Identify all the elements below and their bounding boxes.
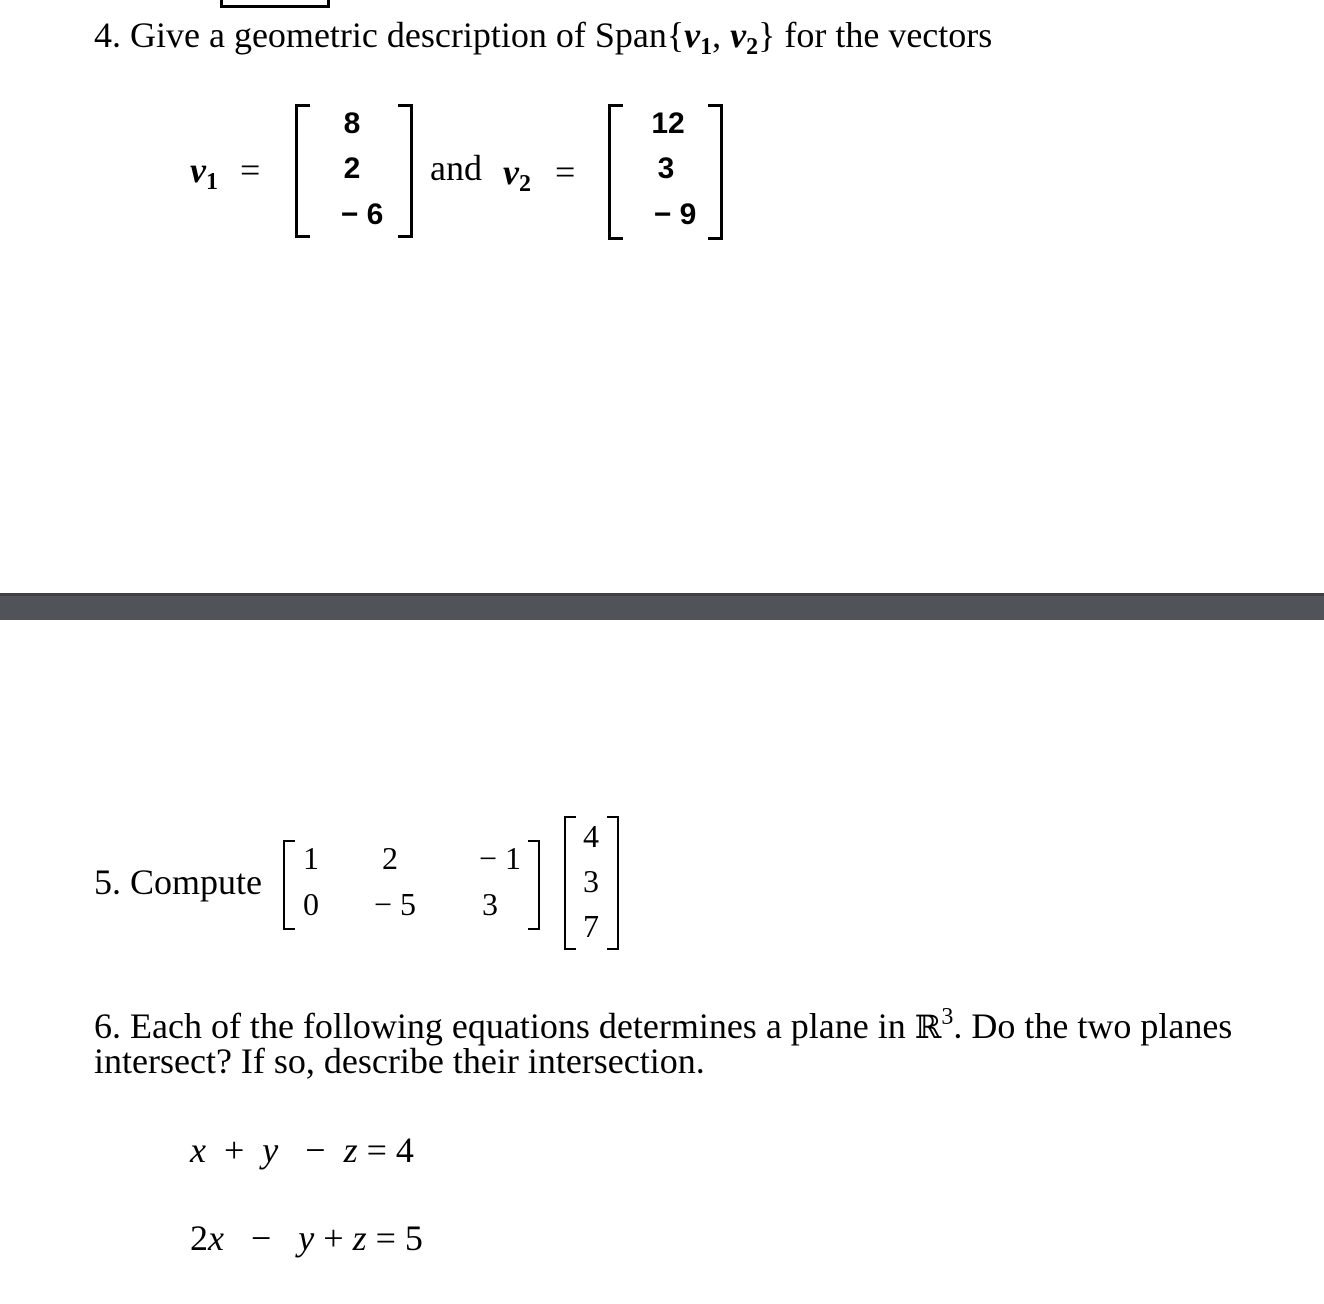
v1-label: $v_1$ <box>190 150 218 195</box>
matrix-cell-r1c2: 2 <box>382 840 398 876</box>
v1-left-bracket <box>295 104 310 238</box>
equation-2: 2x − y + z = 5 <box>190 1218 423 1258</box>
v1-equals: = <box>240 150 261 190</box>
v2-equals: = <box>555 152 576 192</box>
matrix-cell-r2c3: 3 <box>482 886 498 922</box>
matrix-cell-r1c3: − 1 <box>478 840 522 876</box>
v2-right-bracket <box>708 104 723 240</box>
problem-4-prompt <box>94 15 992 67</box>
and-word: and <box>430 148 482 188</box>
page-divider <box>0 593 1324 620</box>
prompt-suffix: for the vectors <box>784 15 993 55</box>
v2-entry-2: 3 <box>657 152 675 185</box>
problem-6-line-1: 6. Each of the following equations determines a plane in ℝ$^3$. Do the two planes <box>94 1004 1233 1046</box>
v2-entry-3: − 9 <box>653 198 697 231</box>
v1-entry-1: 8 <box>343 107 361 140</box>
v2-left-bracket <box>608 104 623 240</box>
vector-entry-1: 4 <box>583 818 599 854</box>
problem-6-line-2: intersect? If so, describe their intersection. <box>94 1041 705 1081</box>
v1-symbol: $v_1$ <box>684 15 713 60</box>
close-brace: } <box>758 15 776 55</box>
matrix-cell-r1c1: 1 <box>303 840 319 876</box>
vector-entry-3: 7 <box>583 908 599 944</box>
equation-1: x + y − z = 4 <box>190 1130 414 1170</box>
matrix-cell-r2c2: − 5 <box>373 886 417 922</box>
v1-entry-2: 2 <box>343 152 361 185</box>
v2-entry-1: 12 <box>651 107 685 140</box>
cropped-bracket-remnant <box>220 0 330 8</box>
v2-symbol: $v_2$ <box>730 15 759 60</box>
v2-label: $v_2$ <box>503 152 531 197</box>
v1-entry-3: − 6 <box>340 198 384 231</box>
open-brace: { <box>666 15 685 55</box>
comma: , <box>712 15 722 55</box>
problem-5-label: 5. Compute <box>94 862 262 902</box>
v1-right-bracket <box>398 104 413 238</box>
matrix-cell-r2c1: 0 <box>303 886 319 922</box>
vector-entry-2: 3 <box>583 863 599 899</box>
real-numbers-symbol: ℝ <box>914 1008 942 1046</box>
prompt-prefix: 4. Give a geometric description of Span <box>94 15 667 55</box>
